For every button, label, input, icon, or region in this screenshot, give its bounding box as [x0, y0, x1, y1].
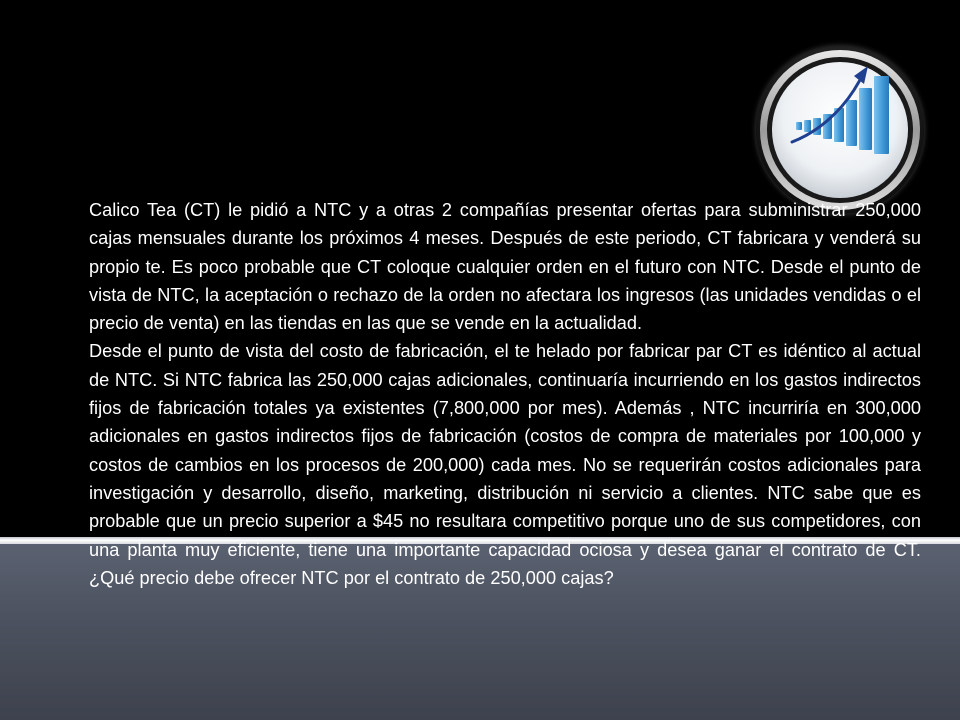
paragraph-2: Desde el punto de vista del costo de fabricación, el te helado por fabricar par CT es idéntico al actual de NTC. Si NTC fabrica las 250,000 cajas adicionales, continuaría incurriendo en los gastos indirectos fijos de fabricación totales ya existentes (7,800,000 por mes). Además , NTC incurriría en 300,000 adicionales en gastos indirectos fijos de fabricación (costos de compra de materiales por 100,000 y costos de cambios en los procesos de 200,000) cada mes. No se requerirán costos adicionales para investigación y desarrollo, diseño, marketing, distribución ni servicio a clientes. NTC sabe que es probable que un precio superior a $45 no resultara competitivo porque uno de sus competidores, con una planta muy eficiente, tiene una importante capacidad ociosa y desea ganar el contrato de CT. ¿Qué precio debe ofrecer NTC por el contrato de 250,000 cajas?	[89, 341, 921, 588]
growth-chart-icon	[756, 46, 924, 214]
paragraph-1: Calico Tea (CT) le pidió a NTC y a otras 2 compañías presentar ofertas para subministrar 250,000 cajas mensuales durante los próximos 4 meses. Después de este periodo, CT fabricara y venderá su propio te. Es poco probable que CT coloque cualquier orden en el futuro con NTC. Desde el punto de vista de NTC, la aceptación o rechazo de la orden no afectara los ingresos (las unidades vendidas o el precio de venta) en las tiendas en las que se vende en la actualidad.	[89, 200, 921, 334]
problem-statement	[89, 196, 921, 592]
